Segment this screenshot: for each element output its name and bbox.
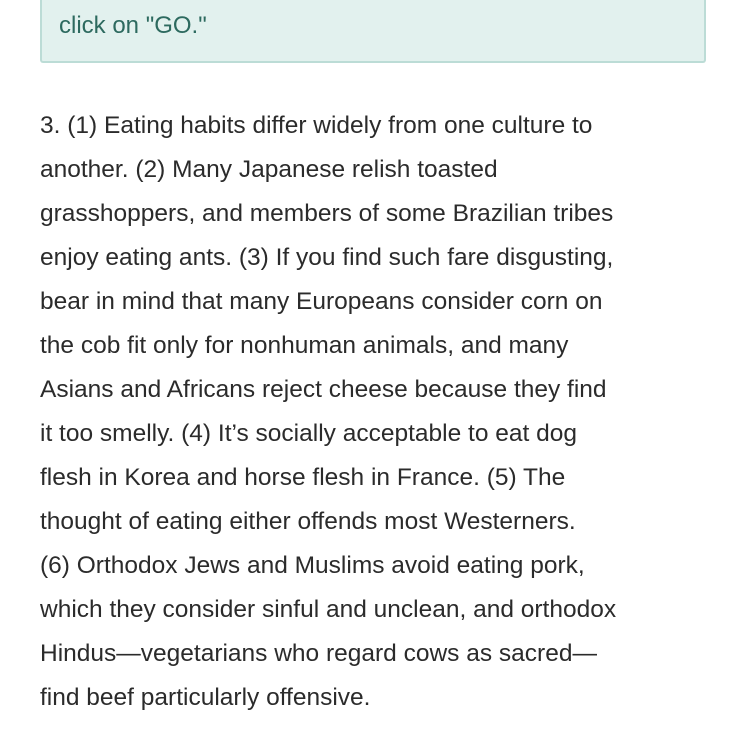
passage-line: flesh in Korea and horse flesh in France. (5) The (40, 464, 566, 491)
passage-line: 3. (1) Eating habits differ widely from one culture to (40, 112, 593, 139)
passage-line: the cob fit only for nonhuman animals, and many (40, 332, 569, 359)
passage-line: Asians and Africans reject cheese because they find (40, 376, 607, 403)
passage-line: bear in mind that many Europeans consider corn on (40, 288, 603, 315)
reading-passage (40, 104, 720, 720)
passage-line: another. (2) Many Japanese relish toasted (40, 156, 498, 183)
instruction-text: click on "GO." (59, 12, 207, 39)
passage-line: grasshoppers, and members of some Brazilian tribes (40, 200, 614, 227)
passage-line: thought of eating either offends most Westerners. (40, 508, 576, 535)
passage-line: enjoy eating ants. (3) If you find such fare disgusting, (40, 244, 614, 271)
passage-line: Hindus—vegetarians who regard cows as sacred— (40, 640, 597, 667)
passage-line: find beef particularly offensive. (40, 684, 371, 711)
instruction-box (40, 0, 706, 63)
passage-line: (6) Orthodox Jews and Muslims avoid eating pork, (40, 552, 585, 579)
passage-line: which they consider sinful and unclean, and orthodox (40, 596, 617, 623)
passage-line: it too smelly. (4) It’s socially acceptable to eat dog (40, 420, 577, 447)
